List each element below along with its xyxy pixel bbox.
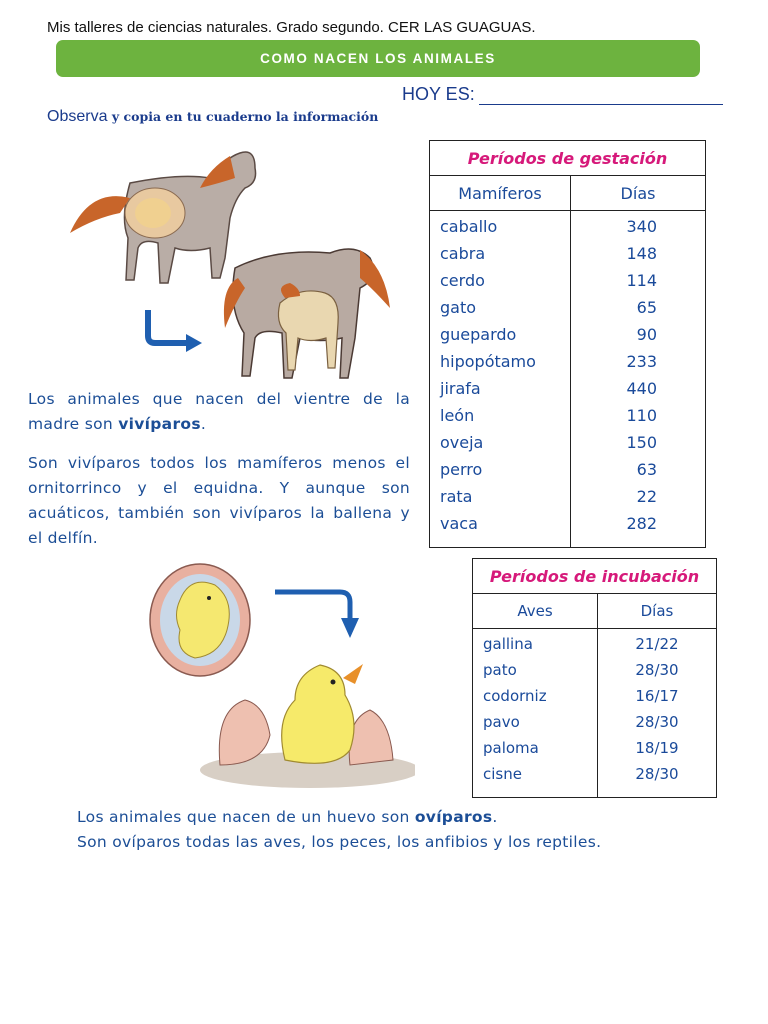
table-row: jirafa [440, 379, 481, 398]
table-row: codorniz [483, 687, 547, 705]
gestation-col-days: Días [571, 176, 706, 211]
gestation-values [571, 211, 706, 548]
gestation-names [430, 211, 571, 548]
arrow-icon [148, 310, 202, 352]
gestation-col-mammals: Mamíferos [430, 176, 571, 211]
incubation-table [472, 558, 717, 798]
table-cell: 114 [626, 271, 657, 290]
table-row: caballo [440, 217, 498, 236]
table-row: pato [483, 661, 517, 679]
pregnant-horse-icon [70, 152, 256, 283]
oviparous-text: Los animales que nacen de un huevo son [77, 808, 410, 826]
incubation-col-days: Días [598, 594, 717, 629]
viviparous-text: Los animales que nacen del vientre de la madre son [28, 390, 410, 433]
table-row: cerdo [440, 271, 485, 290]
table-cell: 21/22 [635, 635, 679, 653]
oviparous-paragraph-2: Son ovíparos todas las aves, los peces, los anfibios y los reptiles. [77, 833, 602, 851]
viviparous-paragraph-2: Son vivíparos todos los mamíferos menos el ornitorrinco y el equidna. Y aunque son acuáticos, también son vivíparos la ballena y el delfín. [28, 454, 410, 547]
arrow-icon [275, 592, 359, 638]
gestation-table [429, 140, 706, 548]
table-cell: 28/30 [635, 765, 679, 783]
table-cell: 440 [626, 379, 657, 398]
gestation-title: Períodos de gestación [430, 141, 706, 176]
table-cell: 22 [636, 487, 657, 506]
banner-title: COMO NACEN LOS ANIMALES [260, 51, 496, 66]
incubation-names [473, 629, 598, 798]
table-row: hipopótamo [440, 352, 536, 371]
table-cell: 110 [626, 406, 657, 425]
title-banner [56, 40, 700, 77]
table-cell: 18/19 [635, 739, 679, 757]
table-row: guepardo [440, 325, 517, 344]
table-row: cisne [483, 765, 522, 783]
table-cell: 282 [626, 514, 657, 533]
instruction [47, 108, 378, 126]
viviparous-period: . [200, 415, 207, 433]
oviparous-period: . [492, 808, 498, 826]
table-cell: 63 [636, 460, 657, 479]
horse-illustration [60, 138, 405, 388]
viviparous-paragraph-1 [28, 387, 410, 437]
oviparous-term: ovíparos [414, 808, 493, 826]
date-field [402, 84, 723, 105]
incubation-title: Períodos de incubación [473, 559, 717, 594]
table-row: paloma [483, 739, 539, 757]
table-row: perro [440, 460, 483, 479]
table-row: cabra [440, 244, 486, 263]
table-cell: 16/17 [635, 687, 679, 705]
table-row: león [440, 406, 475, 425]
chick-illustration [145, 560, 415, 795]
table-cell: 90 [636, 325, 657, 344]
incubation-col-birds: Aves [473, 594, 598, 629]
table-cell: 233 [626, 352, 657, 371]
table-row: vaca [440, 514, 478, 533]
hatching-chick-icon [200, 664, 415, 788]
table-row: gato [440, 298, 477, 317]
instruction-main: Observa [47, 108, 108, 125]
table-row: oveja [440, 433, 484, 452]
table-cell: 28/30 [635, 713, 679, 731]
table-row: gallina [483, 635, 533, 653]
viviparous-term: vivíparos [118, 415, 201, 433]
worksheet-header: Mis talleres de ciencias naturales. Grado segundo. CER LAS GUAGUAS. [47, 19, 536, 36]
table-cell: 340 [626, 217, 657, 236]
table-row: rata [440, 487, 473, 506]
table-cell: 28/30 [635, 661, 679, 679]
oviparous-paragraph-1 [77, 805, 717, 830]
table-row: pavo [483, 713, 520, 731]
date-blank-line [479, 86, 723, 105]
egg-embryo-icon [150, 564, 250, 676]
date-label: HOY ES: [402, 84, 475, 104]
table-cell: 150 [626, 433, 657, 452]
instruction-rest: y copia en tu cuaderno la información [111, 109, 379, 124]
table-cell: 148 [626, 244, 657, 263]
mare-and-foal-icon [224, 249, 390, 378]
incubation-values [598, 629, 717, 798]
table-cell: 65 [636, 298, 657, 317]
